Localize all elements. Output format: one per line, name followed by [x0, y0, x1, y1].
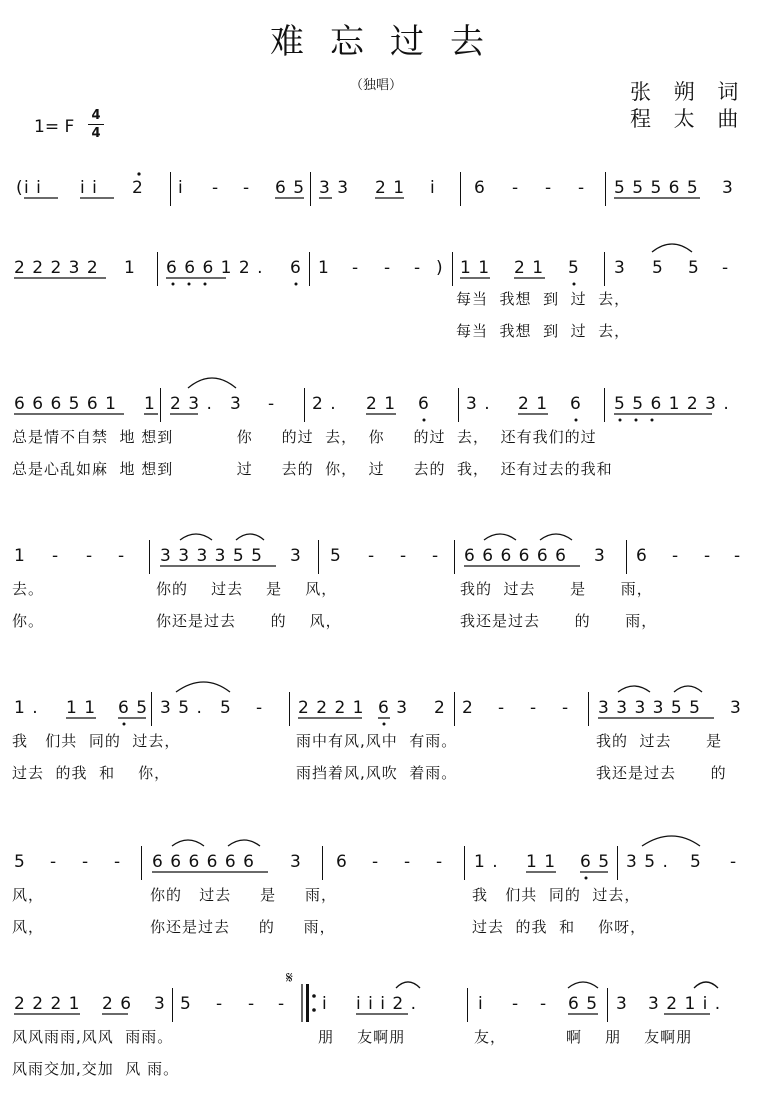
note-group: 1 1 — [526, 852, 557, 872]
note-group: 5 — [690, 852, 702, 872]
note-group: - — [114, 852, 122, 872]
note-group: 3 3 3 3 5 5 — [598, 698, 701, 718]
note-group: i i — [24, 178, 42, 198]
note-group: 1 1 — [460, 258, 491, 278]
note-group: - — [436, 852, 444, 872]
note-group: 2 1 — [375, 178, 406, 198]
note-group: 6 — [570, 394, 582, 414]
note-group: 3 . — [466, 394, 491, 414]
lyric-line: 风， — [12, 886, 45, 904]
note-group: 3 5 . — [626, 852, 669, 872]
note-group: 2 3 . — [170, 394, 213, 414]
note-group: 1 1 — [66, 698, 97, 718]
lyric-line: 啊 朋 友啊朋 — [566, 1028, 693, 1046]
note-group: - — [82, 852, 90, 872]
note-group: - — [384, 258, 392, 278]
note-group: 2 6 — [102, 994, 133, 1014]
note-group: 1 — [144, 394, 156, 414]
note-group: 3 5 . — [160, 698, 203, 718]
note-group: 2 1 — [366, 394, 397, 414]
note-group: i — [478, 994, 484, 1014]
lyric-line: 我的 过去 是 — [596, 732, 723, 750]
note-group: 3 3 — [319, 178, 350, 198]
lyric-line: 你还是过去 的 雨， — [150, 918, 336, 936]
note-group: 5 — [568, 258, 580, 278]
note-group: 5 5 6 1 2 3 . — [614, 394, 730, 414]
lyric-line: 总是心乱如麻 地 想到 过 去的 你， 过 去的 我， 还有过去的我和 — [12, 460, 613, 478]
note-group: 2 — [132, 178, 144, 198]
key-signature: 1= F — [34, 117, 75, 137]
time-signature-top: 4 — [91, 108, 101, 123]
note-group: 3 — [730, 698, 742, 718]
note-group: i — [430, 178, 436, 198]
note-group: - — [352, 258, 360, 278]
note-group: i — [322, 994, 328, 1014]
note-group: - — [722, 258, 730, 278]
note-group: - — [734, 546, 742, 566]
lyric-line: 过去 的我 和 你呀， — [472, 918, 647, 936]
note-group: 6 5 — [568, 994, 599, 1014]
lyric-line: 每当 我想 到 过 去， — [456, 290, 631, 308]
note-group: - — [118, 546, 126, 566]
lyric-line: 雨中有风,风中 有雨。 — [296, 732, 458, 750]
note-group: 6 6 6 1 2 . — [166, 258, 264, 278]
performance-type: （独唱） — [350, 78, 403, 93]
note-group: 5 — [180, 994, 192, 1014]
note-group: 6 — [418, 394, 430, 414]
lyric-line: 你的 过去 是 风， — [156, 580, 338, 598]
note-group: 5 5 5 6 5 — [614, 178, 699, 198]
lyric-line: 我还是过去 的 雨， — [460, 612, 658, 630]
note-group: i — [178, 178, 184, 198]
note-group: - — [562, 698, 570, 718]
note-group: 2 2 2 1 — [298, 698, 365, 718]
segno-sign: 𝄋 — [286, 968, 294, 987]
note-group: 3 — [594, 546, 606, 566]
note-group: 2 — [434, 698, 446, 718]
note-group: - — [278, 994, 286, 1014]
note-group: 6 6 6 6 6 6 — [464, 546, 567, 566]
note-group: 3 — [290, 852, 302, 872]
composer-credit: 程 太 曲 — [630, 107, 747, 131]
lyric-line: 风雨交加,交加 风 雨。 — [12, 1060, 180, 1078]
note-group: - — [404, 852, 412, 872]
lyric-line: 朋 友啊朋 — [318, 1028, 406, 1046]
note-group: 5 — [14, 852, 26, 872]
note-group: ( — [16, 178, 24, 198]
note-group: - — [50, 852, 58, 872]
note-group: 1 . — [14, 698, 39, 718]
note-group: - — [498, 698, 506, 718]
note-group: 2 1 — [518, 394, 549, 414]
lyric-line: 友， — [474, 1028, 507, 1046]
note-group: 5 — [652, 258, 664, 278]
note-group: 6 — [336, 852, 348, 872]
note-group: 6 — [290, 258, 302, 278]
note-group: 3 — [290, 546, 302, 566]
note-group: 6 5 — [118, 698, 149, 718]
lyric-line: 总是情不自禁 地 想到 你 的过 去， 你 的过 去， 还有我们的过 — [12, 428, 597, 446]
note-group: - — [512, 994, 520, 1014]
note-group: - — [578, 178, 586, 198]
note-group: 6 — [636, 546, 648, 566]
note-group: 6 — [474, 178, 486, 198]
note-group: - — [256, 698, 264, 718]
note-group: 3 2 1 i . — [648, 994, 722, 1014]
note-group: 5 — [688, 258, 700, 278]
lyric-line: 我的 过去 是 雨， — [460, 580, 653, 598]
lyric-line: 你还是过去 的 风， — [156, 612, 342, 630]
lyric-line: 我还是过去 的 — [596, 764, 727, 782]
note-group: 2 . — [312, 394, 337, 414]
note-group: - — [672, 546, 680, 566]
note-group: 6 6 6 5 6 1 — [14, 394, 117, 414]
note-group: - — [372, 852, 380, 872]
note-group: 3 — [154, 994, 166, 1014]
note-group: - — [730, 852, 738, 872]
lyric-line: 每当 我想 到 过 去， — [456, 322, 631, 340]
note-group: 5 — [220, 698, 232, 718]
note-group: 6 5 — [580, 852, 611, 872]
note-group: 3 — [722, 178, 734, 198]
note-group: - — [545, 178, 553, 198]
note-group: 6 5 — [275, 178, 306, 198]
note-group: - — [268, 394, 276, 414]
note-group: 2 2 2 1 — [14, 994, 81, 1014]
note-group: - — [432, 546, 440, 566]
lyricist-credit: 张 朔 词 — [630, 80, 747, 104]
note-group: i i — [80, 178, 98, 198]
note-group: 1 — [124, 258, 136, 278]
note-group: 1 — [14, 546, 26, 566]
note-group: - — [248, 994, 256, 1014]
lyric-line: 过去 的我 和 你， — [12, 764, 171, 782]
note-group: - — [400, 546, 408, 566]
note-group: - — [540, 994, 548, 1014]
note-group: 3 — [616, 994, 628, 1014]
lyric-line: 风， — [12, 918, 45, 936]
note-group: - — [704, 546, 712, 566]
lyric-line: 你。 — [12, 612, 45, 630]
note-group: 6 3 — [378, 698, 409, 718]
note-group: 3 3 3 3 5 5 — [160, 546, 263, 566]
lyric-line: 我 们共 同的 过去， — [12, 732, 181, 750]
note-group: - — [414, 258, 422, 278]
note-group: 5 — [330, 546, 342, 566]
note-group: 3 — [614, 258, 626, 278]
note-group: 2 — [462, 698, 474, 718]
note-group: 1 — [318, 258, 330, 278]
lyric-line: 你的 过去 是 雨， — [150, 886, 337, 904]
note-group: 2 1 — [514, 258, 545, 278]
note-group: i i i 2 . — [356, 994, 418, 1014]
note-group: 6 6 6 6 6 6 — [152, 852, 255, 872]
note-group: - — [243, 178, 251, 198]
note-group: - — [368, 546, 376, 566]
note-group: - — [52, 546, 60, 566]
time-signature-bottom: 4 — [91, 126, 101, 141]
note-group: - — [212, 178, 220, 198]
lyric-line: 雨挡着风,风吹 着雨。 — [296, 764, 458, 782]
note-group: ) — [436, 258, 444, 278]
note-group: - — [216, 994, 224, 1014]
note-group: - — [512, 178, 520, 198]
lyric-line: 我 们共 同的 过去， — [472, 886, 641, 904]
song-title: 难忘过去 — [270, 22, 510, 62]
note-group: - — [530, 698, 538, 718]
lyric-line: 风风雨雨,风风 雨雨。 — [12, 1028, 174, 1046]
note-group: 3 — [230, 394, 242, 414]
note-group: 2 2 2 3 2 — [14, 258, 99, 278]
note-group: 1 . — [474, 852, 499, 872]
lyric-line: 去。 — [12, 580, 45, 598]
note-group: - — [86, 546, 94, 566]
